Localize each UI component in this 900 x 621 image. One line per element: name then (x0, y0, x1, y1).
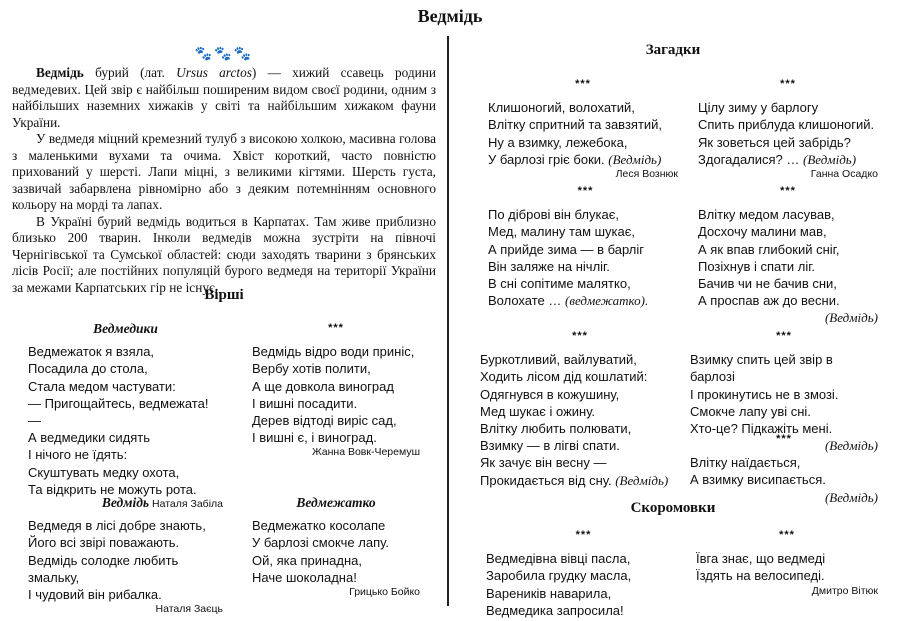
intro-paragraph-2: У ведмедя міцний кремезний тулуб з високою холкою, масивна голова з маленькими вухами та очима. Хвіст короткий, часто повністю прихований у шерсті. Лапи міцні, з великими кігтями. Шерсть густа, зазвичай забарвлена рівномірно або з деяким потемнінням основного кольору на морді та лапах. (12, 131, 436, 212)
riddle-line: Ну а взимку, лежебока, (488, 134, 628, 150)
riddle-line: Як зачує він весну — (480, 455, 607, 471)
verse-title: Ведмідь (101, 495, 150, 510)
verse-line: І вишні посадити. (252, 395, 358, 411)
twister-stars: *** (779, 529, 795, 541)
verse-line: Ведмежаток я взяла, (28, 344, 155, 360)
riddle-line: По діброві він блукає, (488, 207, 619, 223)
verse-line: І вишні є, і виноград. (252, 430, 377, 446)
riddle-line: Одягнувся в кожушину, (480, 386, 620, 402)
twister-line: Заробила грудку масла, (486, 568, 632, 584)
verse-author: Наталя Забіла (152, 498, 223, 511)
riddle-5 (480, 328, 680, 489)
riddle-line: Як зоветься цей забрідь? (698, 134, 851, 150)
riddle-answer: (ведмежатко). (565, 293, 649, 309)
riddle-1 (488, 76, 678, 181)
riddle-line: А проспав аж до весни. (698, 293, 840, 309)
verse-line: Наче шоколадна! (252, 569, 357, 585)
twister-author: Дмитро Вітюк (811, 584, 878, 597)
riddle-answer: (Ведмідь) (824, 310, 878, 326)
twister-line: Ведмедика запросила! (486, 602, 624, 618)
riddle-line: А взимку висипається. (690, 472, 826, 488)
verse-author: Наталя Заєць (155, 603, 223, 616)
riddle-line: Хто-це? Підкажіть мені. (690, 421, 833, 437)
riddle-line: Досхочу малини мав, (698, 224, 827, 240)
riddle-answer-line (698, 309, 878, 326)
riddle-line: І прокинутись не в змозі. (690, 386, 839, 402)
riddle-stars: *** (572, 330, 588, 342)
riddle-4 (698, 183, 878, 327)
riddle-line (698, 151, 878, 168)
latin-name: Ursus arctos (176, 65, 252, 80)
verse-stars: *** (328, 322, 344, 334)
riddle-line (488, 151, 678, 168)
verse-line: У барлозі смокче лапу. (252, 535, 389, 551)
riddle-line: Смокче лапу уві сні. (690, 403, 811, 419)
riddle-author: Ганна Осадко (810, 168, 878, 181)
verse-1 (28, 320, 223, 511)
intro-term: Ведмідь (36, 65, 84, 80)
page-title: Ведмідь (417, 6, 483, 26)
verse-3 (28, 494, 223, 616)
verse-2 (252, 320, 420, 459)
verse-line: А ще довкола виноград (252, 378, 394, 394)
verse-line: Ой, яка принадна, (252, 552, 362, 568)
riddle-line: Він заляже на нічліг. (488, 258, 610, 274)
riddle-line (480, 472, 680, 489)
riddle-answer: (Ведмідь) (608, 151, 662, 167)
riddle-stars: *** (780, 185, 796, 197)
riddle-answer: (Ведмідь) (803, 151, 857, 167)
riddle-line: Ходить лісом дід кошлатий: (480, 369, 648, 385)
riddle-3 (488, 183, 683, 309)
riddle-stars: *** (776, 433, 792, 445)
verse-line: Скуштувать медку охота, (28, 464, 180, 480)
verse-title: Ведмедики (93, 321, 158, 336)
riddle-stars: *** (577, 185, 594, 197)
riddle-stars: *** (776, 330, 792, 342)
section-tongue-twisters: Скоромовки (630, 500, 716, 516)
riddle-answer: (Ведмідь) (824, 438, 878, 454)
verse-line: А ведмедики сидять (28, 430, 150, 446)
column-divider (447, 36, 449, 606)
riddle-stars: *** (575, 78, 591, 90)
riddle-last-line: У барлозі гріє боки. (488, 151, 609, 167)
intro-p1a: бурий (лат. (83, 65, 177, 80)
verse-line: Дерев відтоді виріс сад, (252, 413, 397, 429)
riddle-line: Мед, малину там шукає, (488, 224, 635, 240)
twister-line: Ведмедівна вівці пасла, (486, 551, 631, 567)
riddle-2 (698, 76, 878, 181)
bear-cubs-icon (12, 48, 436, 62)
twister-line: Їздять на велосипеді. (696, 568, 825, 584)
riddle-author: Леся Вознюк (615, 168, 678, 181)
riddle-last-line: Здогадалися? … (698, 151, 804, 167)
verse-line: Та відкрить не можуть рота. (28, 481, 197, 497)
verse-line: Посадила до стола, (28, 361, 148, 377)
riddle-line (488, 292, 683, 309)
riddle-line: Мед шукає і ожину. (480, 403, 596, 419)
twister-stars: *** (575, 529, 592, 541)
riddle-7 (690, 431, 878, 506)
verse-line: І чудовий він рибалка. (28, 587, 162, 603)
riddle-last-line: Волохате … (488, 293, 565, 309)
verse-line: — Пригощайтесь, ведмежата! — (28, 395, 209, 429)
riddle-line: А прийде зима — в барліг (488, 241, 645, 257)
verse-line: Ведмідь відро води приніс, (252, 344, 415, 360)
tongue-twister-2 (696, 527, 878, 598)
riddle-line: Цілу зиму у барлогу (698, 100, 819, 116)
twister-line: Вареників наварила, (486, 585, 612, 601)
verse-author: Жанна Вовк-Черемуш (311, 446, 420, 459)
verse-line: Ведмедя в лісі добре знають, (28, 518, 206, 534)
verse-title: Ведмежатко (296, 495, 376, 510)
riddle-line: Буркотливий, вайлуватий, (480, 352, 637, 368)
verse-author: Грицько Бойко (349, 586, 420, 599)
section-riddles: Загадки (645, 42, 701, 58)
riddle-line: Влітку медом ласував, (698, 207, 835, 223)
riddle-answer: (Ведмідь) (824, 489, 878, 505)
intro-p1b: ) — хижий ссавець родини ведмедевих. Цей звір є найбільш поширеним видом своєї родини, одним з найбільших наземних хижаків у світі та найбільшим хижаком фауни України. (12, 65, 436, 130)
verse-line: Стала медом частувати: (28, 378, 176, 394)
section-verses: Вірші (204, 287, 244, 303)
riddle-line: Клишоногий, волохатий, (488, 100, 635, 116)
riddle-stars: *** (780, 78, 796, 90)
verse-line: Ведмежатко косолапе (252, 518, 386, 534)
riddle-line: Спить приблуда клишоногий. (698, 117, 875, 133)
riddle-line: Взимку спить цей звір в барлозі (690, 352, 833, 385)
riddle-line: Позіхнув і спати ліг. (698, 258, 816, 274)
riddle-line: Влітку наїдається, (690, 455, 801, 471)
verse-line: Його всі звірі поважають. (28, 535, 180, 551)
riddle-line: Бачив чи не бачив сни, (698, 276, 837, 292)
animal-glyphs: 🐾🐾🐾 (194, 47, 254, 62)
twister-line: Ївга знає, що ведмеді (696, 551, 826, 567)
riddle-line: Влітку любить полювати, (480, 421, 632, 437)
tongue-twister-1 (486, 527, 681, 619)
verse-line: Ведмідь солодке любить змальку, (28, 552, 179, 585)
verse-4 (252, 494, 420, 599)
riddle-last-line: Прокидається від сну. (480, 472, 616, 488)
riddle-line: Влітку спритний та завзятий, (488, 117, 663, 133)
intro-text (12, 48, 436, 296)
riddle-line: Взимку — в лігві спати. (480, 438, 620, 454)
intro-paragraph-1 (12, 65, 436, 131)
riddle-line: А як впав глибокий сніг, (698, 241, 840, 257)
verse-line: І нічого не їдять: (28, 447, 128, 463)
intro-paragraph-3: В Україні бурий ведмідь водиться в Карпатах. Там живе приблизно близько 200 тварин. Інколи ведмедів можна зустріти на півночі Чернігівської та Сумської областей: сюди заходять тварини з брянських лісів Росії; але постійних популяцій бурого ведмедя на території України за межами Карпатських гір не існує. (12, 213, 436, 295)
riddle-line: В сні сопітиме малятко, (488, 276, 631, 292)
riddle-answer: (Ведмідь) (615, 472, 669, 488)
verse-line: Вербу хотів полити, (252, 361, 371, 377)
